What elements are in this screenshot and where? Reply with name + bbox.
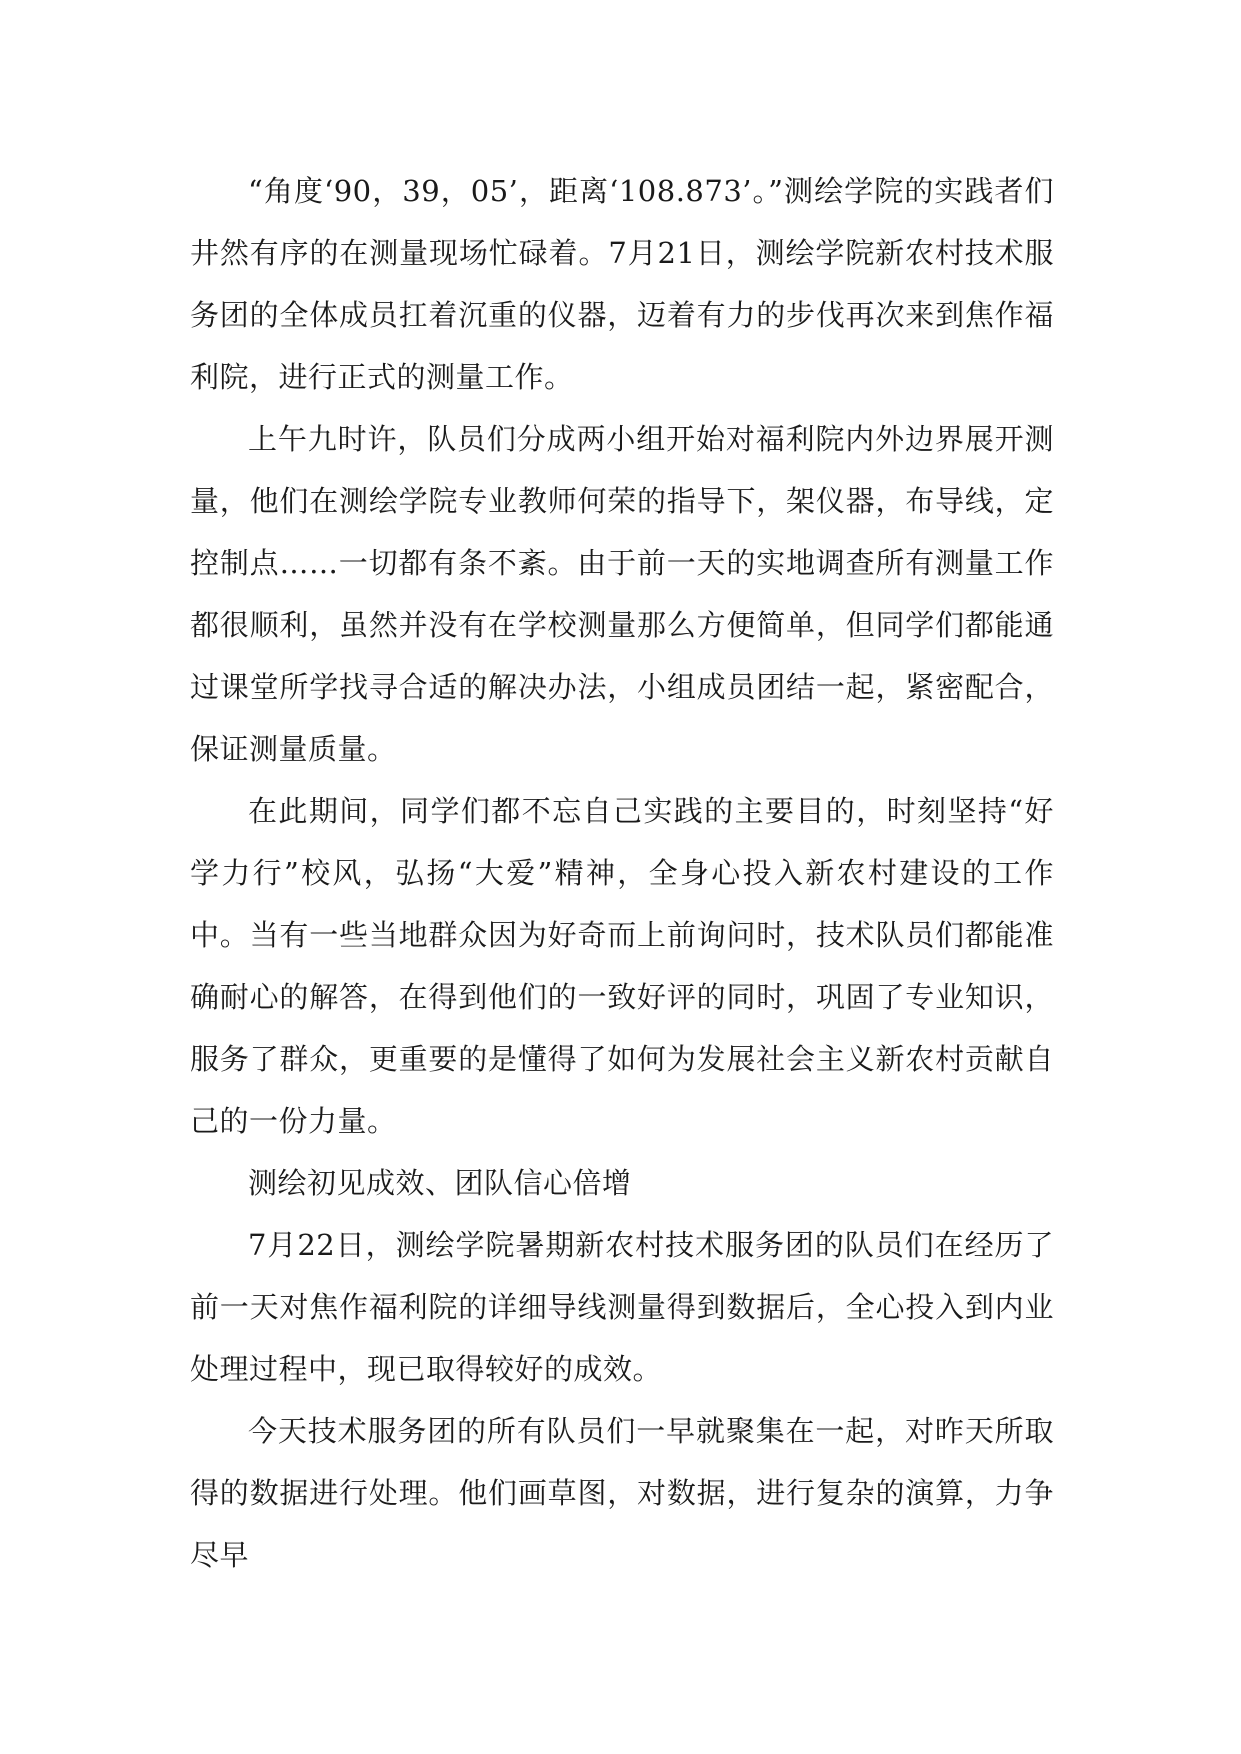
paragraph-4: 7月22日，测绘学院暑期新农村技术服务团的队员们在经历了前一天对焦作福利院的详细导线测量得到数据后，全心投入到内业处理过程中，现已取得较好的成效。	[190, 1228, 1054, 1386]
paragraph-1: “角度‘90，39，05’，距离‘108.873’。”测绘学院的实践者们井然有序的在测量现场忙碌着。7月21日，测绘学院新农村技术服务团的全体成员扛着沉重的仪器，迈着有力的步伐再次来到焦作福利院，进行正式的测量工作。	[190, 174, 1054, 394]
document-body	[190, 160, 1054, 1586]
paragraph-3: 在此期间，同学们都不忘自己实践的主要目的，时刻坚持“好学力行”校风，弘扬“大爱”精神，全身心投入新农村建设的工作中。当有一些当地群众因为好奇而上前询问时，技术队员们都能准确耐心的解答，在得到他们的一致好评的同时，巩固了专业知识，服务了群众，更重要的是懂得了如何为发展社会主义新农村贡献自己的一份力量。	[190, 794, 1054, 1138]
section-heading: 测绘初见成效、团队信心倍增	[248, 1166, 632, 1200]
paragraph-5: 今天技术服务团的所有队员们一早就聚集在一起，对昨天所取得的数据进行处理。他们画草图，对数据，进行复杂的演算，力争尽早	[190, 1414, 1054, 1572]
paragraph-2: 上午九时许，队员们分成两小组开始对福利院内外边界展开测量，他们在测绘学院专业教师何荣的指导下，架仪器，布导线，定控制点……一切都有条不紊。由于前一天的实地调查所有测量工作都很顺利，虽然并没有在学校测量那么方便简单，但同学们都能通过课堂所学找寻合适的解决办法，小组成员团结一起，紧密配合，保证测量质量。	[190, 422, 1054, 766]
